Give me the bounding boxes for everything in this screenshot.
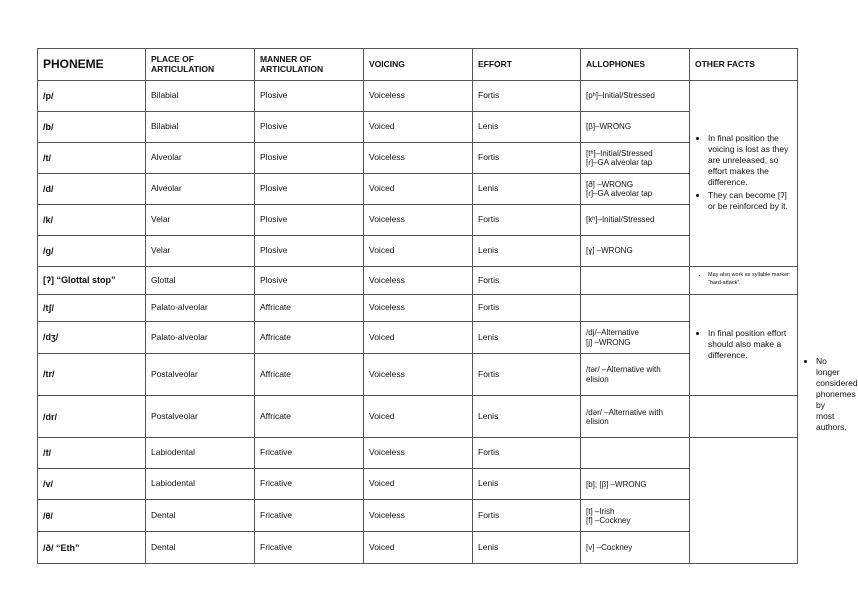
cell-voicing: Voiceless [364, 205, 473, 236]
table-row [38, 438, 798, 469]
cell-allophones [581, 500, 690, 532]
cell-manner: Fricative [255, 438, 364, 469]
cell-voicing: Voiceless [364, 500, 473, 532]
other-facts-affricates [690, 295, 798, 396]
cell-manner: Affricate [255, 322, 364, 354]
cell-voicing: Voiceless [364, 295, 473, 322]
cell-place: Labiodental [146, 469, 255, 500]
cell-allophones [581, 322, 690, 354]
cell-phoneme: /b/ [38, 112, 146, 143]
allophone-item: [kʰ]–Initial/Stressed [586, 215, 655, 225]
cell-phoneme: [ʔ] “Glottal stop” [38, 267, 146, 295]
cell-place: Alveolar [146, 143, 255, 174]
table-row [38, 532, 798, 564]
allophone-item: /dj/–Alternative [586, 328, 639, 338]
cell-effort: Lenis [473, 236, 581, 267]
allophone-item: [pʰ]–Initial/Stressed [586, 91, 655, 101]
table-row [38, 267, 798, 295]
cell-place: Palato-alveolar [146, 322, 255, 354]
cell-place: Palato-alveolar [146, 295, 255, 322]
column-header-4: EFFORT [473, 49, 581, 81]
cell-phoneme: /t/ [38, 143, 146, 174]
cell-place: Bilabial [146, 81, 255, 112]
cell-manner: Affricate [255, 354, 364, 396]
cell-place: Bilabial [146, 112, 255, 143]
cell-manner: Plosive [255, 174, 364, 205]
cell-effort: Fortis [473, 81, 581, 112]
fact-item: • They can become [ʔ] or be reinforced by it. [708, 190, 793, 212]
table-row: /tr/ Postalveolar Affricate Voiceless Fortis /tər/ –Alternative with elision No longer considered phonemes by most authors. [38, 354, 798, 396]
cell-voicing: Voiceless [364, 267, 473, 295]
header-row [38, 49, 798, 81]
table-row [38, 500, 798, 532]
column-header-2: MANNER OF ARTICULATION [255, 49, 364, 81]
cell-allophones [581, 81, 690, 112]
table-row [38, 396, 798, 438]
cell-voicing: Voiced [364, 532, 473, 564]
cell-effort: Fortis [473, 267, 581, 295]
cell-manner: Plosive [255, 112, 364, 143]
column-header-1: PLACE OF ARTICULATION [146, 49, 255, 81]
other-facts-glottal [690, 267, 798, 295]
cell-effort: Fortis [473, 354, 581, 396]
cell-phoneme: /θ/ [38, 500, 146, 532]
cell-place: Postalveolar [146, 354, 255, 396]
table-row [38, 322, 798, 354]
cell-phoneme: /dʒ/ [38, 322, 146, 354]
allophone-item: [b]; [β] –WRONG [586, 479, 647, 489]
cell-phoneme: /tʃ/ [38, 295, 146, 322]
cell-manner: Affricate [255, 396, 364, 438]
allophone-item: [tʰ]–Initial/Stressed [586, 148, 653, 158]
allophone-item: [β]–WRONG [586, 122, 632, 132]
cell-effort: Fortis [473, 438, 581, 469]
cell-place: Labiodental [146, 438, 255, 469]
cell-effort: Fortis [473, 500, 581, 532]
cell-voicing: Voiceless [364, 81, 473, 112]
table-row [38, 236, 798, 267]
allophone-item: /dər/ –Alternative with elision [586, 407, 663, 426]
cell-place: Velar [146, 236, 255, 267]
cell-effort: Lenis [473, 322, 581, 354]
allophone-item: [ð] –WRONG [586, 179, 634, 189]
cell-manner: Plosive [255, 81, 364, 112]
cell-effort: Fortis [473, 143, 581, 174]
cell-effort: Lenis [473, 532, 581, 564]
cell-allophones [581, 295, 690, 322]
cell-phoneme: /d/ [38, 174, 146, 205]
cell-manner: Fricative [255, 532, 364, 564]
cell-effort: Fortis [473, 295, 581, 322]
fact-item: • In final position effort should also make a difference. [708, 328, 793, 361]
cell-effort: Lenis [473, 112, 581, 143]
cell-allophones [581, 354, 690, 396]
cell-voicing: Voiced [364, 236, 473, 267]
fact-item: • May also work as syllable marker: “hard-attack”. [708, 272, 793, 286]
cell-manner: Fricative [255, 500, 364, 532]
cell-phoneme: /tr/ [38, 354, 146, 396]
table-row [38, 112, 798, 143]
cell-voicing: Voiceless [364, 143, 473, 174]
cell-allophones [581, 469, 690, 500]
table-row [38, 143, 798, 174]
cell-phoneme: /k/ [38, 205, 146, 236]
allophone-item: /tər/ –Alternative with elision [586, 365, 661, 384]
cell-effort: Lenis [473, 469, 581, 500]
cell-voicing: Voiced [364, 112, 473, 143]
cell-phoneme: /f/ [38, 438, 146, 469]
cell-place: Dental [146, 500, 255, 532]
cell-allophones [581, 532, 690, 564]
other-facts-plosives [690, 81, 798, 267]
cell-allophones [581, 438, 690, 469]
table-row [38, 81, 798, 112]
other-facts-empty [690, 438, 798, 564]
cell-allophones [581, 112, 690, 143]
cell-effort: Fortis [473, 205, 581, 236]
cell-manner: Plosive [255, 143, 364, 174]
cell-voicing: Voiced [364, 174, 473, 205]
cell-phoneme: /dr/ [38, 396, 146, 438]
cell-allophones [581, 143, 690, 174]
cell-allophones [581, 205, 690, 236]
cell-effort: Lenis [473, 396, 581, 438]
allophone-item: [j] –WRONG [586, 337, 631, 347]
cell-allophones [581, 236, 690, 267]
cell-phoneme: /ð/ “Eth” [38, 532, 146, 564]
cell-manner: Fricative [255, 469, 364, 500]
allophone-item: [f] –Cockney [586, 515, 631, 525]
cell-voicing: Voiced [364, 469, 473, 500]
column-header-5: ALLOPHONES [581, 49, 690, 81]
allophone-item: [ɾ]–GA alveolar tap [586, 189, 653, 198]
cell-phoneme: /p/ [38, 81, 146, 112]
cell-effort: Lenis [473, 174, 581, 205]
column-header-3: VOICING [364, 49, 473, 81]
cell-phoneme: /g/ [38, 236, 146, 267]
cell-voicing: Voiceless [364, 438, 473, 469]
cell-place: Velar [146, 205, 255, 236]
cell-manner: Plosive [255, 236, 364, 267]
table-row [38, 174, 798, 205]
cell-voicing: Voiced [364, 396, 473, 438]
cell-phoneme: /v/ [38, 469, 146, 500]
cell-voicing: Voiceless [364, 354, 473, 396]
cell-place: Postalveolar [146, 396, 255, 438]
phoneme-table [37, 48, 858, 564]
cell-allophones [581, 267, 690, 295]
cell-place: Glottal [146, 267, 255, 295]
column-header-6: OTHER FACTS [690, 49, 798, 81]
cell-place: Dental [146, 532, 255, 564]
fact-item: • In final position the voicing is lost as they are unreleased, so effort makes the difference. [708, 133, 793, 188]
table-row [38, 469, 798, 500]
cell-allophones [581, 396, 690, 438]
allophone-item: [t] –Irish [586, 506, 615, 516]
allophone-item: [ɣ] –WRONG [586, 246, 633, 256]
cell-voicing: Voiced [364, 322, 473, 354]
cell-allophones [581, 174, 690, 205]
cell-manner: Plosive [255, 205, 364, 236]
cell-manner: Affricate [255, 295, 364, 322]
allophone-item: [v] –Cockney [586, 543, 633, 553]
table-row [38, 205, 798, 236]
table-row [38, 295, 798, 322]
cell-place: Alveolar [146, 174, 255, 205]
column-header-0: PHONEME [38, 49, 146, 81]
cell-manner: Plosive [255, 267, 364, 295]
allophone-item: [ɾ]–GA alveolar tap [586, 158, 653, 167]
